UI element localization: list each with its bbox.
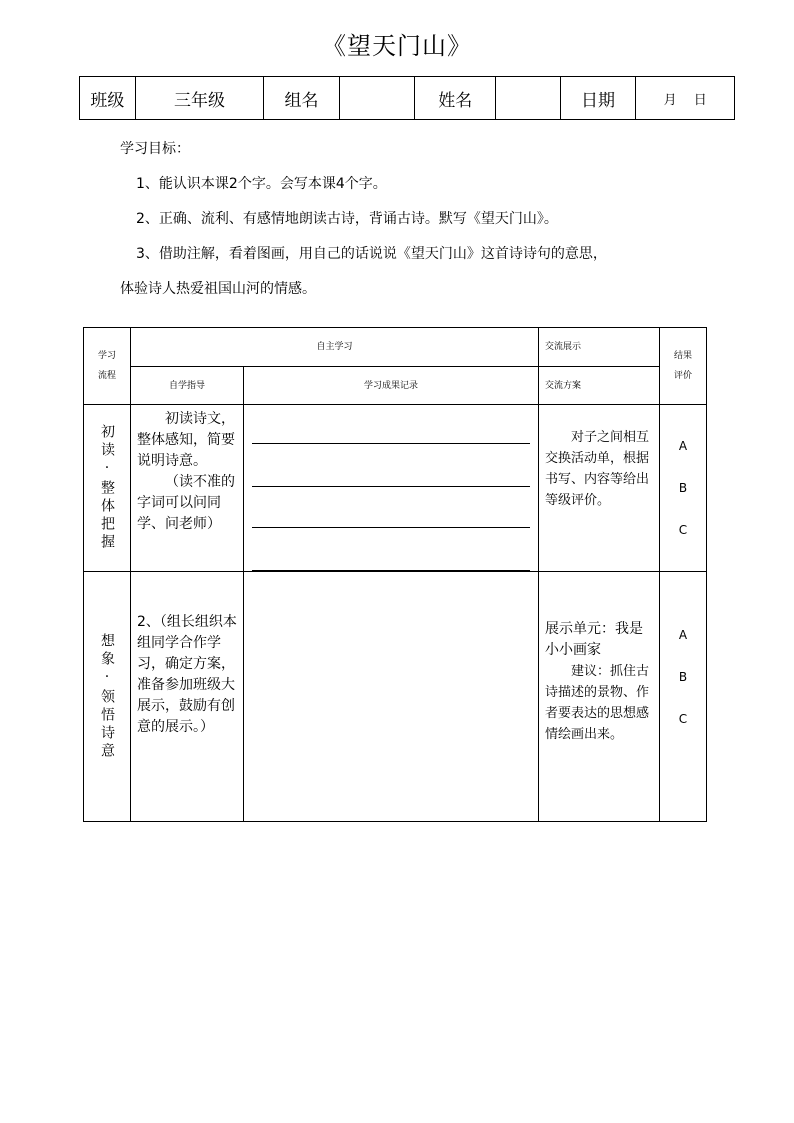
guide-note: （读不准的字词可以问同学、问老师） [137, 474, 235, 532]
stage-cell [84, 405, 131, 572]
goals-heading: 学习目标： [120, 141, 190, 157]
goal-item: 1、能认识本课2个字。会写本课4个字。 [136, 176, 387, 192]
group-value[interactable] [339, 77, 415, 120]
grade-option[interactable]: B [678, 481, 688, 495]
learning-goals [120, 132, 607, 307]
grade-option[interactable]: A [678, 439, 688, 453]
name-label: 姓名 [415, 77, 496, 120]
goal-item: 3、借助注解，看着图画，用自己的话说说《望天门山》这首诗诗句的意思， [136, 246, 607, 262]
date-label: 日期 [560, 77, 636, 120]
stage-label: 初读·整体把握 [99, 424, 115, 552]
grade-cell [660, 405, 707, 572]
self-study-header: 自主学习 [131, 328, 539, 367]
plan-text: 对子之间相互交换活动单，根据书写、内容等给出等级评价。 [545, 430, 650, 508]
group-label: 组名 [264, 77, 340, 120]
grade-option[interactable]: C [678, 523, 688, 537]
grade-option[interactable]: C [678, 711, 688, 726]
guide-text: 2、（组长组织本组同学合作学习，确定方案，准备参加班级大展示，鼓励有创意的展示。） [137, 613, 237, 735]
stage-label: 想象·领悟诗意 [99, 632, 115, 761]
guide-cell [131, 572, 244, 822]
info-table [79, 76, 735, 120]
table-row [84, 405, 707, 572]
process-header: 学习 流程 [84, 328, 131, 405]
record-header: 学习成果记录 [244, 367, 539, 405]
stage-cell [84, 572, 131, 822]
writing-line[interactable] [252, 444, 530, 487]
name-value[interactable] [496, 77, 561, 120]
guide-cell [131, 405, 244, 572]
grade-option[interactable]: A [678, 627, 688, 642]
writing-line[interactable] [252, 528, 530, 571]
writing-line[interactable] [252, 487, 530, 528]
result-header: 结果 评价 [660, 328, 707, 405]
goal-continuation: 体验诗人热爱祖国山河的情感。 [120, 281, 316, 297]
info-row [80, 77, 735, 120]
study-table [83, 327, 707, 822]
record-cell[interactable] [244, 572, 539, 822]
header-row [84, 328, 707, 367]
exchange-header: 交流展示 [539, 328, 660, 367]
class-value[interactable]: 三年级 [135, 77, 263, 120]
goal-item: 2、正确、流利、有感情地朗读古诗，背诵古诗。默写《望天门山》。 [136, 211, 558, 227]
subheader-row [84, 367, 707, 405]
grade-cell [660, 572, 707, 822]
plan-note: 建议：抓住古诗描述的景物、作者要表达的思想感情绘画出来。 [545, 663, 650, 742]
plan-cell [539, 572, 660, 822]
plan-cell [539, 405, 660, 572]
table-row [84, 572, 707, 822]
document-title: 《望天门山》 [322, 32, 472, 60]
writing-line[interactable] [252, 405, 530, 444]
class-label: 班级 [80, 77, 136, 120]
date-value[interactable]: 月 日 [636, 77, 735, 120]
plan-text: 展示单元：我是小小画家 [545, 620, 643, 658]
guide-header: 自学指导 [131, 367, 244, 405]
guide-text: 初读诗文，整体感知，简要说明诗意。 [137, 411, 235, 469]
grade-option[interactable]: B [678, 669, 688, 684]
plan-header: 交流方案 [539, 367, 660, 405]
record-cell[interactable] [244, 405, 539, 572]
